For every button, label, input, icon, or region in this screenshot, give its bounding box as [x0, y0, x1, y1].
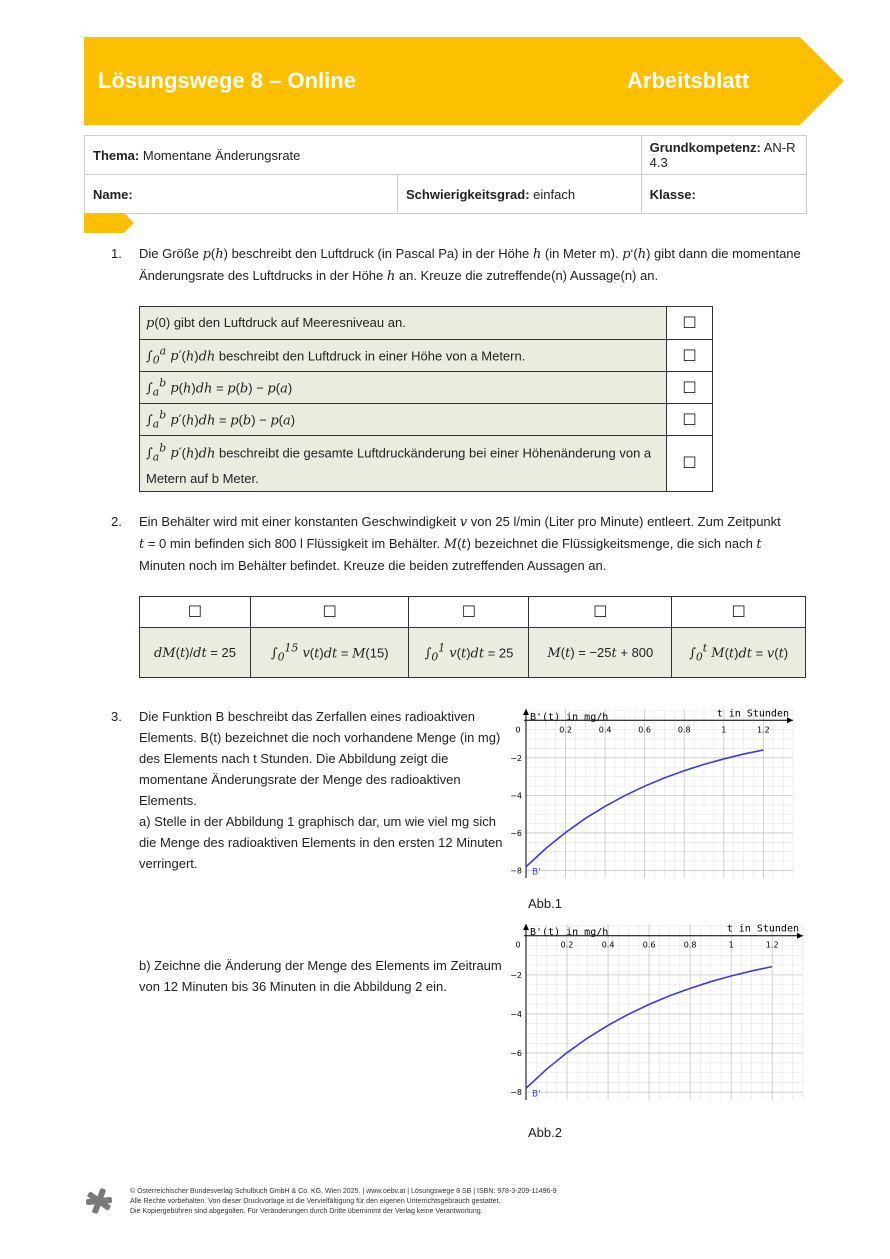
q2-option-3: $\int_0^1$ v(t)dt = 25 — [409, 628, 529, 678]
q1-text-line1: Die Größe p(h) beschreibt den Luftdruck (in Pascal Pa) in der Höhe h (in Meter m). p‘(h) gibt dann die momentane — [139, 246, 801, 262]
q2-checkbox-3[interactable]: ☐ — [409, 597, 529, 628]
y-tick-label: −2 — [510, 753, 522, 763]
y-axis-arrow — [523, 709, 529, 715]
q1-option-1: p(0) gibt den Luftdruck auf Meeresniveau an. — [140, 307, 667, 340]
x-tick-label: 0.2 — [560, 940, 574, 950]
abb1-caption: Abb.1 — [528, 896, 562, 911]
header-title: Lösungswege 8 – Online — [98, 68, 356, 93]
y-tick-label: −6 — [510, 828, 522, 838]
q1-checkbox-3[interactable]: ☐ — [667, 372, 713, 404]
q1-checkbox-4[interactable]: ☐ — [667, 404, 713, 436]
q1-option-row — [140, 340, 713, 372]
q3-text-a-line: Die Funktion B beschreibt das Zerfallen eines radioaktiven — [139, 709, 476, 724]
y-tick-label: −4 — [510, 791, 522, 801]
q1-checkbox-2[interactable]: ☐ — [667, 340, 713, 372]
x-tick-label: 0.8 — [677, 725, 691, 735]
x-tick-label: 0.4 — [598, 725, 612, 735]
small-arrow-shape — [84, 213, 136, 233]
x-tick-label: 1.2 — [765, 940, 779, 950]
q1-number: 1. — [111, 246, 122, 261]
series-label: B' — [532, 867, 541, 878]
footer-line: Die Kopiergebühren sind abgegolten. Für Veränderungen durch Dritte übernimmt der Verlag keine Verantwortung. — [130, 1208, 483, 1215]
q1-checkbox-1[interactable]: ☐ — [667, 307, 713, 340]
q2-text-line1: Ein Behälter wird mit einer konstanten Geschwindigkeit v von 25 l/min (Liter pro Minute) entleert. Zum Zeitpunkt — [139, 514, 781, 530]
q2-checkbox-2[interactable]: ☐ — [250, 597, 409, 628]
x-tick-label: 0 — [515, 940, 521, 950]
q2-number: 2. — [111, 514, 122, 529]
thema-cell: Thema: Momentane Änderungsrate — [85, 136, 642, 175]
q3-text-a-line: verringert. — [139, 856, 198, 871]
x-tick-label: 0.8 — [683, 940, 697, 950]
header-banner — [84, 37, 844, 125]
x-tick-label: 0 — [515, 725, 521, 735]
x-tick-label: 0.6 — [638, 725, 652, 735]
q3-text-a-line: momentane Änderungsrate der Menge des radioaktiven — [139, 772, 461, 787]
y-tick-label: −4 — [510, 1009, 522, 1019]
q2-checkbox-row — [140, 597, 806, 628]
y-tick-label: −6 — [510, 1049, 522, 1059]
x-tick-label: 0.4 — [601, 940, 615, 950]
x-tick-label: 1.2 — [756, 725, 770, 735]
x-tick-label: 1 — [721, 725, 727, 735]
q1-checkbox-5[interactable]: ☐ — [667, 436, 713, 492]
kompetenz-cell: Grundkompetenz: AN-R 4.3 — [641, 136, 806, 175]
q2-option-5: $\int_0^t$ M(t)dt = v(t) — [672, 628, 806, 678]
y-axis-label: B'(t) in mg/h — [530, 927, 609, 938]
q3-text-a-line: a) Stelle in der Abbildung 1 graphisch dar, um wie viel mg sich — [139, 814, 496, 829]
footer-text — [130, 1187, 557, 1217]
q2-checkbox-1[interactable]: ☐ — [140, 597, 251, 628]
schwierigkeit-cell: Schwierigkeitsgrad: einfach — [398, 175, 642, 214]
footer-line: © Österreichischer Bundesverlag Schulbuch GmbH & Co. KG, Wien 2025. | www.oebv.at | Lösungswege 8 SB | ISBN: 978-3-209-11496-9 — [130, 1188, 557, 1195]
q1-option-3: $\int_a^b$ p(h)dh = p(b) − p(a) — [140, 372, 667, 404]
q3-number: 3. — [111, 709, 122, 724]
q1-option-2: $\int_0^a$ p′(h)dh beschreibt den Luftdruck in einer Höhe von a Metern. — [140, 340, 667, 372]
q3-text-a — [139, 706, 509, 874]
q1-text — [139, 243, 801, 287]
klasse-cell: Klasse: — [641, 175, 806, 214]
x-tick-label: 1 — [728, 940, 734, 950]
q3-text-a-line: Elements. B(t) bezeichnet die noch vorhandene Menge (in mg) — [139, 730, 501, 745]
q3-text-b-line: von 12 Minuten bis 36 Minuten in die Abbildung 2 ein. — [139, 979, 447, 994]
graph-abb2[interactable] — [512, 920, 807, 1102]
q1-option-row — [140, 436, 713, 492]
y-tick-label: −2 — [510, 970, 522, 980]
publisher-logo-icon — [84, 1186, 114, 1216]
q2-text-line3: Minuten noch im Behälter befindet. Kreuze die beiden zutreffenden Aussagen an. — [139, 558, 607, 573]
q2-checkbox-5[interactable]: ☐ — [672, 597, 806, 628]
q3-text-a-line: Elements. — [139, 793, 197, 808]
q2-option-4: M(t) = −25t + 800 — [529, 628, 672, 678]
q1-option-row — [140, 307, 713, 340]
q1-option-row — [140, 372, 713, 404]
graph-abb1[interactable] — [512, 705, 797, 880]
q1-options-table — [139, 306, 713, 492]
x-tick-label: 0.2 — [559, 725, 572, 735]
y-tick-label: −8 — [510, 1088, 522, 1098]
y-tick-label: −8 — [510, 866, 522, 876]
q1-option-4: $\int_a^b$ p′(h)dh = p(b) − p(a) — [140, 404, 667, 436]
x-tick-label: 0.6 — [642, 940, 656, 950]
q2-formula-row — [140, 628, 806, 678]
q2-option-2: $\int_0^{15}$ v(t)dt = M(15) — [250, 628, 409, 678]
q3-text-a-line: des Elements nach t Stunden. Die Abbildung zeigt die — [139, 751, 449, 766]
q2-option-1: dM(t)/dt = 25 — [140, 628, 251, 678]
q2-text-line2: t = 0 min befinden sich 800 l Flüssigkeit im Behälter. M(t) bezeichnet die Flüssigkeitsmenge, die sich nach t — [139, 536, 762, 552]
q3-text-b — [139, 955, 509, 997]
meta-table — [84, 135, 807, 214]
y-axis-label: B'(t) in mg/h — [530, 712, 609, 723]
series-label: B' — [532, 1089, 541, 1100]
x-axis-label: t in Stunden — [726, 923, 799, 935]
q2-checkbox-4[interactable]: ☐ — [529, 597, 672, 628]
x-axis-label: t in Stunden — [716, 708, 789, 720]
q1-text-line2: Änderungsrate des Luftdrucks in der Höhe h an. Kreuze die zutreffende(n) Aussage(n) an. — [139, 268, 659, 284]
name-cell: Name: — [85, 175, 398, 214]
q3-text-b-line: b) Zeichne die Änderung der Menge des Elements im Zeitraum — [139, 958, 502, 973]
y-axis-arrow — [523, 924, 529, 930]
q2-text — [139, 511, 781, 576]
q1-option-row — [140, 404, 713, 436]
q2-options-table — [139, 596, 806, 678]
q1-option-5: $\int_a^b$ p′(h)dh beschreibt die gesamte Luftdruckänderung bei einer Höhenänderung von a Metern auf b Meter. — [140, 436, 667, 492]
q3-text-a-line: die Menge des radioaktiven Elements in den ersten 12 Minuten — [139, 835, 503, 850]
footer-line: Alle Rechte vorbehalten. Von dieser Druckvorlage ist die Vervielfältigung für den eigenen Unterrichtsgebrauch gestattet. — [130, 1198, 501, 1205]
header-doc-type: Arbeitsblatt — [627, 68, 750, 93]
abb2-caption: Abb.2 — [528, 1125, 562, 1140]
